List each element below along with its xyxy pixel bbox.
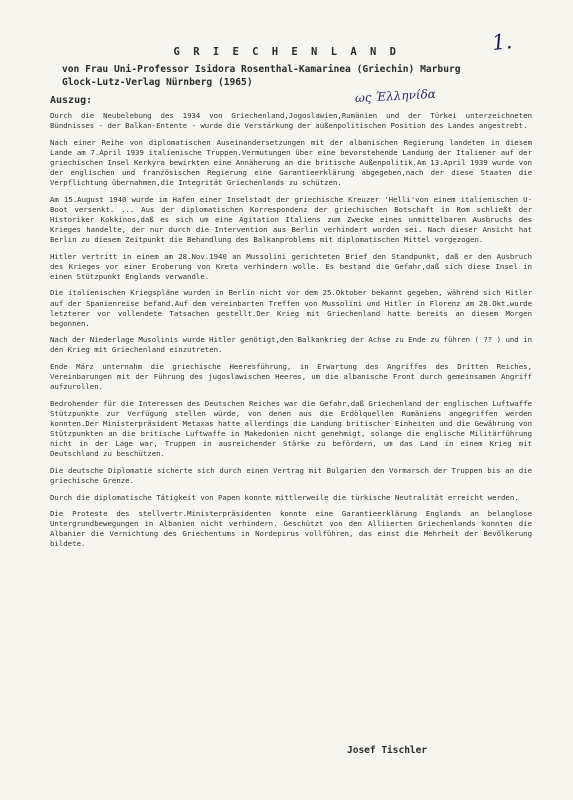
paragraph: Hitler vertritt in einem am 28.Nov.1940 an Mussolini gerichteten Brief den Standpunkt, daß er den Ausbruch des Krieges vor einer Eroberung von Kreta verhindern wolle. Es bestand die Gefahr,daß sich diese Insel in einen Stützpunkt Englands verwandle. bbox=[50, 251, 532, 281]
body-text bbox=[50, 111, 532, 556]
paragraph: Ende März unternahm die griechische Heeresführung, in Erwartung des Angriffes des Dritten Reiches, Vereinbarungen mit der Führung des jugoslawischen Heeres, um die albanische Front durch gemeinsamen Angriff aufzurollen. bbox=[50, 361, 532, 392]
document-title: G R I E C H E N L A N D bbox=[173, 46, 400, 58]
paragraph: Durch die Neubelebung des 1934 von Griechenland,Jogoslawien,Rumänien und der Türkei unterzeichneten Bündnisses - der Balkan-Entente - wurde die Verstärkung der außenpolitischen Position des Landes angestrebt. bbox=[50, 111, 532, 131]
paragraph: Die Proteste des stellvertr.Ministerpräsidenten konnte eine Garantieerklärung Englands an belanglose Untergrundbewegungen in Albanien nicht verhindern. Geschützt von den Alliierten Griechenlands konnten die Albanier die Vernichtung des Griechentums in Nordepirus vollführen, das einst die Mehrheit der Bevölkerung bildete. bbox=[50, 509, 532, 549]
handwritten-annotation: ως Έλληνίδα bbox=[354, 86, 437, 106]
source-publisher-line: Glock-Lutz-Verlag Nürnberg (1965) bbox=[62, 77, 253, 88]
paragraph: Durch die diplomatische Tätigkeit von Papen konnte mittlerweile die türkische Neutralität erreicht werden. bbox=[50, 492, 519, 502]
paragraph: Nach der Niederlage Musolinis wurde Hitler genötigt,den Balkankrieg der Achse zu Ende zu führen ( ?? ) und in den Krieg mit Griechenland einzutreten. bbox=[50, 335, 532, 355]
paragraph: Nach einer Reihe von diplomatischen Auseinandersetzungen mit der albanischen Regierung landeten in diesem Lande am 7.April 1939 italienische Truppen.Vermutungen über eine bevorstehende Landung der Italiener auf der griechischen Insel Kerkyra bewirkten eine Annäherung an die britische Außenpolitik.Am 13.April 1939 wurde von der englischen und französischen Regierung eine Garantieerklärung abgegeben,nach der diese Staaten die Verpflichtung übernahmen,die Integrität Griechenlands zu schützen. bbox=[50, 137, 532, 188]
paragraph: Am 15.August 1940 wurde im Hafen einer Inselstadt der griechische Kreuzer 'Helli'von einem italienischen U-Boot versenkt. ... Aus der diplomatischen Korrespondenz der griechischen Botschaft in Rom schließt der Historiker Kokkinos,daß es sich um eine Agitation Italiens zum Zwecke eines unmittelbaren Ausbruchs des Krieges handelte, der nur durch die Intervention aus Berlin verhindert worden sei. Nach dieser Ansicht hat Berlin zu diesem Zeitpunkt die Behandlung des Balkanproblems mit diplomatischen Mittel vorgezogen. bbox=[50, 194, 532, 245]
paragraph: Die italienischen Kriegspläne wurden in Berlin nicht vor dem 25.Oktober bekannt gegeben, während sich Hitler auf der Spanienreise befand.Auf dem vereinbarten Treffen von Mussolini und Hitler in Florenz am 28.Okt.wurde letzterer vor vollendete Tatsachen gestellt.Der Krieg mit Griechenland hatte bereits an diesem Morgen begonnen. bbox=[50, 288, 532, 328]
paragraph: Bedrohender für die Interessen des Deutschen Reiches war die Gefahr,daß Griechenland der englischen Luftwaffe Stützpunkte zur Verfügung stellen würde, von denen aus die Erdölquellen Rumäniens angegriffen werden konnten.Der Ministerpräsident Metaxas hatte allerdings die Landung britischer Einheiten und die Gewährung von Stützpunkten an die britische Luftwaffe in Makedonien nicht genehmigt, solange die englische Militärführung nicht in der Lage war, Truppen in ausreichender Stärke zu befördern, um das Land in einem Krieg mit Deutschland zu beschützen. bbox=[50, 398, 532, 459]
signature: Josef Tischler bbox=[347, 745, 428, 756]
source-author-line: von Frau Uni-Professor Isidora Rosenthal-Kamarinea (Griechin) Marburg bbox=[62, 64, 461, 75]
excerpt-label: Auszug: bbox=[50, 95, 93, 106]
handwritten-page-number: 1. bbox=[490, 29, 514, 55]
paragraph: Die deutsche Diplomatie sicherte sich durch einen Vertrag mit Bulgarien den Vormarsch der Truppen bis an die griechische Grenze. bbox=[50, 465, 532, 485]
